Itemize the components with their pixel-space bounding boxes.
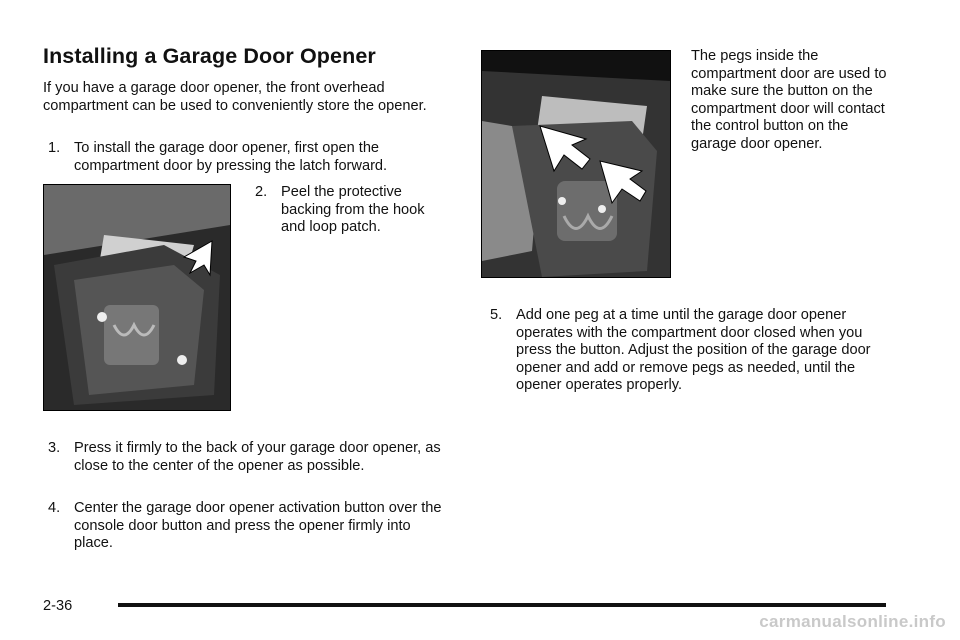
footer-rule [118, 603, 886, 607]
step-text: Peel the protective backing from the hook and loop patch. [281, 184, 425, 236]
step-number: 2. [255, 184, 268, 200]
photo-compartment-pegs [481, 50, 671, 278]
page-title: Installing a Garage Door Opener [43, 44, 376, 68]
step-5 [490, 307, 900, 395]
step-3 [48, 440, 448, 475]
step-number: 3. [48, 440, 61, 456]
step-text: To install the garage door opener, first open the compartment door by pressing the latch forward. [74, 140, 388, 174]
step-text: Press it firmly to the back of your garage door opener, as close to the center of the opener as possible. [74, 440, 441, 474]
step-text: Center the garage door opener activation button over the console door button and press the opener firmly into place. [74, 500, 442, 552]
watermark: carmanualsonline.info [759, 612, 946, 631]
step-2 [255, 184, 445, 237]
pegs-note: The pegs inside the compartment door are used to make sure the button on the compartment door will contact the control button on the garage door opener. [691, 48, 887, 152]
step-number: 1. [48, 140, 61, 156]
step-number: 5. [490, 307, 503, 323]
step-number: 4. [48, 500, 61, 516]
step-text: Add one peg at a time until the garage door opener operates with the compartment door closed when you press the button. Adjust the position of the garage door opener and add or remove pegs as needed, until the opener operates properly. [516, 307, 871, 394]
photo-hook-loop-patch [43, 184, 231, 411]
step-4 [48, 500, 448, 553]
page-number: 2-36 [43, 598, 73, 614]
step-1 [48, 140, 448, 175]
intro-paragraph: If you have a garage door opener, the front overhead compartment can be used to conveniently store the opener. [43, 80, 427, 114]
